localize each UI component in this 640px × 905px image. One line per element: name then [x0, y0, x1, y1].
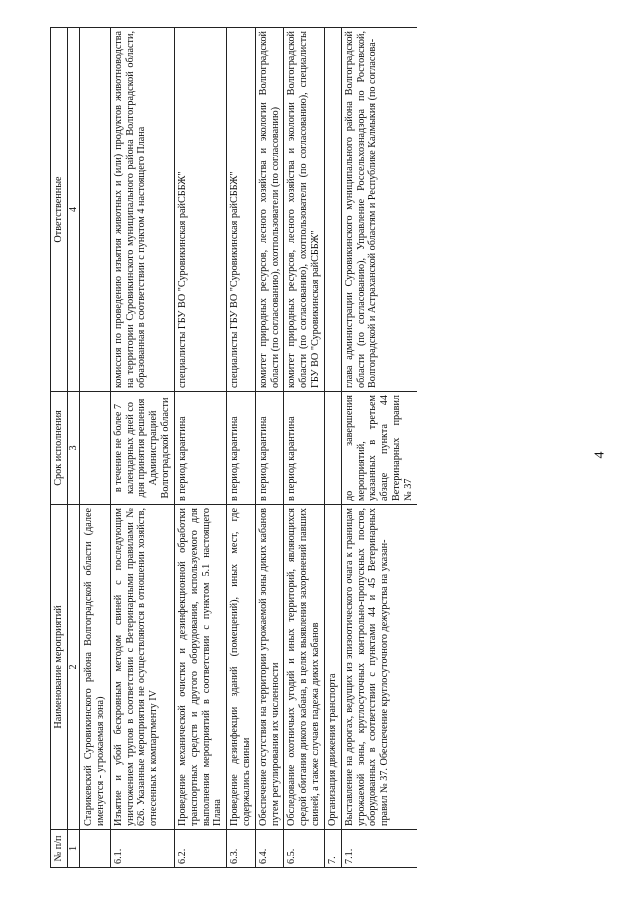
header-row — [51, 28, 68, 868]
row-resp: комитет природных ресурсов, лесного хозяйства и экологии Волгоградской области (по согласованию), охотпользователи (по согласованию), специалисты ГБУ ВО "Суровикинская райСББЖ" — [284, 28, 324, 392]
col-number: 3 — [67, 392, 79, 505]
header-resp: Ответственные — [51, 28, 68, 392]
column-number-row — [67, 28, 79, 868]
row-name: Обеспечение отсутствия на территории угрожаемой зоны диких кабанов путем регулирования их численности — [255, 505, 284, 830]
row-num: 6.4. — [255, 830, 284, 868]
row-num: 7.1. — [341, 830, 416, 868]
table-row — [110, 28, 174, 868]
zone-row — [80, 28, 111, 868]
row-num: 6.1. — [110, 830, 174, 868]
row-resp — [324, 28, 341, 392]
table-row — [324, 28, 341, 868]
row-term: в период карантина — [284, 392, 324, 505]
col-number: 1 — [67, 830, 79, 868]
col-number: 4 — [67, 28, 79, 392]
zone-title: Старикевский Суровикинского района Волгоградской области (далее именуется - угрожаемая зона) — [80, 505, 111, 830]
row-resp: глава администрации Суровикинского муниципального района Волгоградской области (по согласованию), Управление Россельхознадзора по Ростовской, Волгоградской и Астраханской областям и Республике Калмыкия (по согласова- — [341, 28, 416, 392]
zone-term-cell — [80, 392, 111, 505]
row-resp: комиссия по проведению изъятия животных и (или) продуктов животноводства на территории Суровикинского муниципального района Волгоградской области, образованная в соответствии с пунктом 4 настоящего Плана — [110, 28, 174, 392]
row-name: Организация движения транспорта — [324, 505, 341, 830]
row-term: в период карантина — [227, 392, 256, 505]
row-name: Изъятие и убой бескровным методом свиней с последующим уничтожением трупов в соответствии с Ветеринарными правилами № 626. Указанные мероприятия не осуществляются в отношении хозяйств, отнесенных к компартменту IV — [110, 505, 174, 830]
row-num: 6.2. — [174, 830, 226, 868]
rotated-table-wrapper — [50, 28, 635, 868]
row-name: Проведение дезинфекции зданий (помещений), иных мест, где содержались свиньи — [227, 505, 256, 830]
row-name: Проведение механической очистки и дезинфекционной обработки транспортных средств и другого оборудования, используемого для выполнения мероприятий в соответствии с пунктом 5.1 настоящего Плана — [174, 505, 226, 830]
row-term: в течение не более 7 календарных дней со дня принятия решения Администрацией Волгоградской области — [110, 392, 174, 505]
table-row — [174, 28, 226, 868]
table-row — [255, 28, 284, 868]
measures-table — [50, 27, 417, 868]
table-row — [341, 28, 416, 868]
row-term: в период карантина — [255, 392, 284, 505]
zone-num-cell — [80, 830, 111, 868]
zone-resp-cell — [80, 28, 111, 392]
table-row — [227, 28, 256, 868]
row-num: 6.3. — [227, 830, 256, 868]
row-resp: специалисты ГБУ ВО "Суровикинская райСББЖ" — [174, 28, 226, 392]
col-number: 2 — [67, 505, 79, 830]
row-resp: специалисты ГБУ ВО "Суровикинская райСББЖ" — [227, 28, 256, 392]
row-term: до завершения мероприятий, указанных в третьем абзаце пункта 44 Ветеринарных правил № 37 — [341, 392, 416, 505]
row-term — [324, 392, 341, 505]
header-num: № п/п — [51, 830, 68, 868]
header-term: Срок исполнения — [51, 392, 68, 505]
row-num: 6.5. — [284, 830, 324, 868]
row-term: в период карантина — [174, 392, 226, 505]
table-row — [284, 28, 324, 868]
row-num: 7. — [324, 830, 341, 868]
row-name: Обследование охотничьих угодий и иных территорий, являющихся средой обитания дикого кабана, в целях выявления захоронений павших свиней, а также случаев падежа диких кабанов — [284, 505, 324, 830]
page-number: 4 — [592, 451, 608, 459]
row-name: Выставление на дорогах, ведущих из эпизоотического очага к границам угрожаемой зоны, круглосуточных контрольно-пропускных постов, оборудованных в соответствии с пунктами 44 и 45 Ветеринарных правил № 37. Обеспечение круглосуточного дежурства на указан- — [341, 505, 416, 830]
row-resp: комитет природных ресурсов, лесного хозяйства и экологии Волгоградской области (по согласованию), охотпользователи (по согласованию) — [255, 28, 284, 392]
header-name: Наименование мероприятий — [51, 505, 68, 830]
